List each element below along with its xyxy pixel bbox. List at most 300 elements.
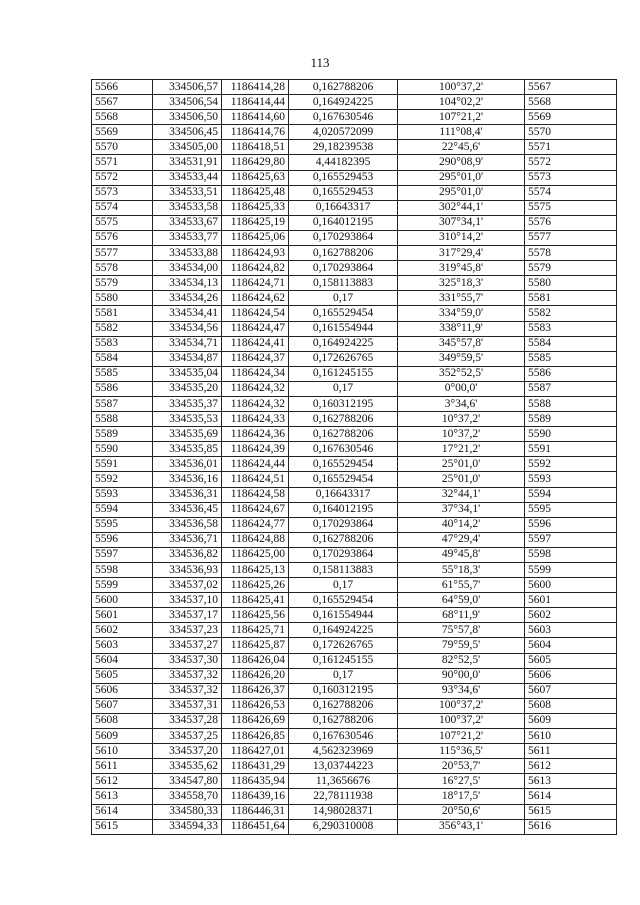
angle-cell: 55°18,3'	[398, 563, 525, 578]
to-point-cell: 5580	[525, 276, 617, 291]
angle-cell: 319°45,8'	[398, 261, 525, 276]
angle-cell: 345°57,8'	[398, 336, 525, 351]
from-point-cell: 5595	[92, 517, 153, 532]
to-point-cell: 5586	[525, 366, 617, 381]
length-cell: 0,17	[289, 578, 398, 593]
y-coordinate-cell: 1186426,20	[222, 668, 289, 683]
angle-cell: 25°01,0'	[398, 472, 525, 487]
x-coordinate-cell: 334537,20	[153, 744, 222, 759]
angle-cell: 107°21,2'	[398, 729, 525, 744]
from-point-cell: 5606	[92, 683, 153, 698]
angle-cell: 3°34,6'	[398, 396, 525, 411]
table-row	[92, 713, 617, 728]
angle-cell: 349°59,5'	[398, 351, 525, 366]
x-coordinate-cell: 334536,16	[153, 472, 222, 487]
angle-cell: 302°44,1'	[398, 200, 525, 215]
x-coordinate-cell: 334506,54	[153, 95, 222, 110]
table-row	[92, 306, 617, 321]
length-cell: 0,164924225	[289, 623, 398, 638]
from-point-cell: 5581	[92, 306, 153, 321]
length-cell: 0,170293864	[289, 517, 398, 532]
angle-cell: 115°36,5'	[398, 744, 525, 759]
x-coordinate-cell: 334537,31	[153, 698, 222, 713]
y-coordinate-cell: 1186414,44	[222, 95, 289, 110]
table-row	[92, 683, 617, 698]
y-coordinate-cell: 1186426,37	[222, 683, 289, 698]
y-coordinate-cell: 1186426,69	[222, 713, 289, 728]
x-coordinate-cell: 334537,25	[153, 729, 222, 744]
to-point-cell: 5589	[525, 412, 617, 427]
from-point-cell: 5579	[92, 276, 153, 291]
to-point-cell: 5601	[525, 593, 617, 608]
length-cell: 0,161245155	[289, 366, 398, 381]
to-point-cell: 5569	[525, 110, 617, 125]
angle-cell: 10°37,2'	[398, 412, 525, 427]
to-point-cell: 5605	[525, 653, 617, 668]
to-point-cell: 5606	[525, 668, 617, 683]
length-cell: 0,162788206	[289, 532, 398, 547]
to-point-cell: 5614	[525, 789, 617, 804]
from-point-cell: 5572	[92, 170, 153, 185]
x-coordinate-cell: 334533,51	[153, 185, 222, 200]
y-coordinate-cell: 1186425,00	[222, 547, 289, 562]
table-row	[92, 336, 617, 351]
from-point-cell: 5580	[92, 291, 153, 306]
length-cell: 22,78111938	[289, 789, 398, 804]
x-coordinate-cell: 334534,56	[153, 321, 222, 336]
to-point-cell: 5574	[525, 185, 617, 200]
length-cell: 0,158113883	[289, 276, 398, 291]
angle-cell: 16°27,5'	[398, 774, 525, 789]
from-point-cell: 5610	[92, 744, 153, 759]
from-point-cell: 5576	[92, 230, 153, 245]
y-coordinate-cell: 1186414,60	[222, 110, 289, 125]
from-point-cell: 5577	[92, 246, 153, 261]
length-cell: 0,17	[289, 668, 398, 683]
length-cell: 0,167630546	[289, 442, 398, 457]
table-row	[92, 744, 617, 759]
from-point-cell: 5596	[92, 532, 153, 547]
to-point-cell: 5581	[525, 291, 617, 306]
from-point-cell: 5574	[92, 200, 153, 215]
angle-cell: 338°11,9'	[398, 321, 525, 336]
length-cell: 0,164924225	[289, 336, 398, 351]
from-point-cell: 5589	[92, 427, 153, 442]
x-coordinate-cell: 334537,27	[153, 638, 222, 653]
angle-cell: 0°00,0'	[398, 381, 525, 396]
angle-cell: 310°14,2'	[398, 230, 525, 245]
y-coordinate-cell: 1186414,28	[222, 80, 289, 95]
angle-cell: 10°37,2'	[398, 427, 525, 442]
angle-cell: 40°14,2'	[398, 517, 525, 532]
to-point-cell: 5616	[525, 819, 617, 834]
length-cell: 0,162788206	[289, 412, 398, 427]
table-row	[92, 276, 617, 291]
table-row	[92, 230, 617, 245]
x-coordinate-cell: 334536,58	[153, 517, 222, 532]
table-row	[92, 472, 617, 487]
page-number: 113	[310, 55, 330, 70]
length-cell: 0,162788206	[289, 427, 398, 442]
from-point-cell: 5583	[92, 336, 153, 351]
table-row	[92, 110, 617, 125]
table-row	[92, 185, 617, 200]
y-coordinate-cell: 1186424,36	[222, 427, 289, 442]
y-coordinate-cell: 1186425,48	[222, 185, 289, 200]
length-cell: 0,170293864	[289, 261, 398, 276]
length-cell: 29,18239538	[289, 140, 398, 155]
angle-cell: 49°45,8'	[398, 547, 525, 562]
table-row	[92, 698, 617, 713]
y-coordinate-cell: 1186439,16	[222, 789, 289, 804]
table-row	[92, 215, 617, 230]
y-coordinate-cell: 1186418,51	[222, 140, 289, 155]
angle-cell: 100°37,2'	[398, 713, 525, 728]
table-row	[92, 170, 617, 185]
to-point-cell: 5572	[525, 155, 617, 170]
y-coordinate-cell: 1186424,67	[222, 502, 289, 517]
to-point-cell: 5575	[525, 200, 617, 215]
length-cell: 4,562323969	[289, 744, 398, 759]
table-row	[92, 80, 617, 95]
x-coordinate-cell: 334533,88	[153, 246, 222, 261]
x-coordinate-cell: 334536,93	[153, 563, 222, 578]
length-cell: 14,98028371	[289, 804, 398, 819]
angle-cell: 17°21,2'	[398, 442, 525, 457]
y-coordinate-cell: 1186425,87	[222, 638, 289, 653]
length-cell: 0,162788206	[289, 698, 398, 713]
from-point-cell: 5593	[92, 487, 153, 502]
from-point-cell: 5614	[92, 804, 153, 819]
length-cell: 0,161554944	[289, 608, 398, 623]
y-coordinate-cell: 1186424,82	[222, 261, 289, 276]
length-cell: 0,167630546	[289, 729, 398, 744]
table-row	[92, 789, 617, 804]
x-coordinate-cell: 334537,32	[153, 668, 222, 683]
coordinates-table-body	[92, 80, 617, 835]
x-coordinate-cell: 334505,00	[153, 140, 222, 155]
length-cell: 0,17	[289, 291, 398, 306]
x-coordinate-cell: 334506,50	[153, 110, 222, 125]
y-coordinate-cell: 1186425,06	[222, 230, 289, 245]
y-coordinate-cell: 1186424,77	[222, 517, 289, 532]
y-coordinate-cell: 1186446,31	[222, 804, 289, 819]
angle-cell: 100°37,2'	[398, 80, 525, 95]
from-point-cell: 5566	[92, 80, 153, 95]
table-row	[92, 396, 617, 411]
to-point-cell: 5608	[525, 698, 617, 713]
angle-cell: 79°59,5'	[398, 638, 525, 653]
to-point-cell: 5596	[525, 517, 617, 532]
to-point-cell: 5613	[525, 774, 617, 789]
x-coordinate-cell: 334535,04	[153, 366, 222, 381]
x-coordinate-cell: 334531,91	[153, 155, 222, 170]
to-point-cell: 5587	[525, 381, 617, 396]
x-coordinate-cell: 334537,10	[153, 593, 222, 608]
y-coordinate-cell: 1186414,76	[222, 125, 289, 140]
angle-cell: 100°37,2'	[398, 698, 525, 713]
angle-cell: 356°43,1'	[398, 819, 525, 834]
to-point-cell: 5609	[525, 713, 617, 728]
y-coordinate-cell: 1186425,33	[222, 200, 289, 215]
table-row	[92, 366, 617, 381]
x-coordinate-cell: 334535,20	[153, 381, 222, 396]
from-point-cell: 5602	[92, 623, 153, 638]
to-point-cell: 5577	[525, 230, 617, 245]
y-coordinate-cell: 1186426,85	[222, 729, 289, 744]
length-cell: 0,170293864	[289, 230, 398, 245]
y-coordinate-cell: 1186425,19	[222, 215, 289, 230]
from-point-cell: 5598	[92, 563, 153, 578]
to-point-cell: 5592	[525, 457, 617, 472]
table-row	[92, 155, 617, 170]
y-coordinate-cell: 1186424,58	[222, 487, 289, 502]
angle-cell: 352°52,5'	[398, 366, 525, 381]
length-cell: 0,165529453	[289, 185, 398, 200]
angle-cell: 20°50,6'	[398, 804, 525, 819]
x-coordinate-cell: 334535,85	[153, 442, 222, 457]
from-point-cell: 5570	[92, 140, 153, 155]
to-point-cell: 5578	[525, 246, 617, 261]
to-point-cell: 5591	[525, 442, 617, 457]
angle-cell: 307°34,1'	[398, 215, 525, 230]
table-row	[92, 246, 617, 261]
angle-cell: 90°00,0'	[398, 668, 525, 683]
angle-cell: 93°34,6'	[398, 683, 525, 698]
to-point-cell: 5568	[525, 95, 617, 110]
from-point-cell: 5608	[92, 713, 153, 728]
to-point-cell: 5593	[525, 472, 617, 487]
length-cell: 0,16643317	[289, 200, 398, 215]
from-point-cell: 5568	[92, 110, 153, 125]
to-point-cell: 5590	[525, 427, 617, 442]
angle-cell: 47°29,4'	[398, 532, 525, 547]
from-point-cell: 5607	[92, 698, 153, 713]
length-cell: 0,162788206	[289, 246, 398, 261]
y-coordinate-cell: 1186424,32	[222, 381, 289, 396]
to-point-cell: 5584	[525, 336, 617, 351]
to-point-cell: 5576	[525, 215, 617, 230]
table-row	[92, 547, 617, 562]
y-coordinate-cell: 1186425,41	[222, 593, 289, 608]
length-cell: 0,165529454	[289, 593, 398, 608]
y-coordinate-cell: 1186424,33	[222, 412, 289, 427]
to-point-cell: 5599	[525, 563, 617, 578]
y-coordinate-cell: 1186424,62	[222, 291, 289, 306]
from-point-cell: 5578	[92, 261, 153, 276]
y-coordinate-cell: 1186424,34	[222, 366, 289, 381]
table-row	[92, 442, 617, 457]
x-coordinate-cell: 334535,53	[153, 412, 222, 427]
length-cell: 0,17	[289, 381, 398, 396]
table-row	[92, 321, 617, 336]
x-coordinate-cell: 334534,41	[153, 306, 222, 321]
table-row	[92, 487, 617, 502]
angle-cell: 334°59,0'	[398, 306, 525, 321]
length-cell: 0,161245155	[289, 653, 398, 668]
to-point-cell: 5604	[525, 638, 617, 653]
from-point-cell: 5575	[92, 215, 153, 230]
table-row	[92, 95, 617, 110]
y-coordinate-cell: 1186424,71	[222, 276, 289, 291]
length-cell: 0,160312195	[289, 396, 398, 411]
x-coordinate-cell: 334536,01	[153, 457, 222, 472]
x-coordinate-cell: 334534,87	[153, 351, 222, 366]
table-row	[92, 125, 617, 140]
x-coordinate-cell: 334506,45	[153, 125, 222, 140]
y-coordinate-cell: 1186425,63	[222, 170, 289, 185]
length-cell: 0,164012195	[289, 502, 398, 517]
length-cell: 0,161554944	[289, 321, 398, 336]
table-row	[92, 532, 617, 547]
length-cell: 0,164924225	[289, 95, 398, 110]
to-point-cell: 5598	[525, 547, 617, 562]
x-coordinate-cell: 334534,71	[153, 336, 222, 351]
angle-cell: 68°11,9'	[398, 608, 525, 623]
to-point-cell: 5579	[525, 261, 617, 276]
x-coordinate-cell: 334537,28	[153, 713, 222, 728]
to-point-cell: 5594	[525, 487, 617, 502]
table-row	[92, 668, 617, 683]
x-coordinate-cell: 334506,57	[153, 80, 222, 95]
from-point-cell: 5571	[92, 155, 153, 170]
length-cell: 6,290310008	[289, 819, 398, 834]
table-row	[92, 517, 617, 532]
angle-cell: 32°44,1'	[398, 487, 525, 502]
length-cell: 13,03744223	[289, 759, 398, 774]
angle-cell: 18°17,5'	[398, 789, 525, 804]
y-coordinate-cell: 1186424,32	[222, 396, 289, 411]
length-cell: 0,172626765	[289, 351, 398, 366]
from-point-cell: 5597	[92, 547, 153, 562]
x-coordinate-cell: 334547,80	[153, 774, 222, 789]
to-point-cell: 5567	[525, 80, 617, 95]
y-coordinate-cell: 1186424,37	[222, 351, 289, 366]
table-row	[92, 759, 617, 774]
angle-cell: 104°02,2'	[398, 95, 525, 110]
length-cell: 4,44182395	[289, 155, 398, 170]
angle-cell: 295°01,0'	[398, 185, 525, 200]
to-point-cell: 5603	[525, 623, 617, 638]
to-point-cell: 5610	[525, 729, 617, 744]
from-point-cell: 5590	[92, 442, 153, 457]
x-coordinate-cell: 334537,30	[153, 653, 222, 668]
y-coordinate-cell: 1186424,88	[222, 532, 289, 547]
y-coordinate-cell: 1186425,13	[222, 563, 289, 578]
coordinates-table	[91, 79, 617, 835]
to-point-cell: 5570	[525, 125, 617, 140]
x-coordinate-cell: 334533,58	[153, 200, 222, 215]
from-point-cell: 5613	[92, 789, 153, 804]
x-coordinate-cell: 334535,37	[153, 396, 222, 411]
y-coordinate-cell: 1186426,04	[222, 653, 289, 668]
table-row	[92, 578, 617, 593]
x-coordinate-cell: 334537,17	[153, 608, 222, 623]
to-point-cell: 5600	[525, 578, 617, 593]
angle-cell: 295°01,0'	[398, 170, 525, 185]
angle-cell: 325°18,3'	[398, 276, 525, 291]
to-point-cell: 5595	[525, 502, 617, 517]
x-coordinate-cell: 334536,31	[153, 487, 222, 502]
from-point-cell: 5582	[92, 321, 153, 336]
from-point-cell: 5591	[92, 457, 153, 472]
from-point-cell: 5603	[92, 638, 153, 653]
to-point-cell: 5611	[525, 744, 617, 759]
from-point-cell: 5586	[92, 381, 153, 396]
to-point-cell: 5585	[525, 351, 617, 366]
y-coordinate-cell: 1186424,47	[222, 321, 289, 336]
from-point-cell: 5601	[92, 608, 153, 623]
length-cell: 0,165529454	[289, 306, 398, 321]
angle-cell: 317°29,4'	[398, 246, 525, 261]
y-coordinate-cell: 1186424,39	[222, 442, 289, 457]
y-coordinate-cell: 1186424,54	[222, 306, 289, 321]
from-point-cell: 5615	[92, 819, 153, 834]
from-point-cell: 5599	[92, 578, 153, 593]
from-point-cell: 5612	[92, 774, 153, 789]
table-row	[92, 291, 617, 306]
from-point-cell: 5611	[92, 759, 153, 774]
x-coordinate-cell: 334537,32	[153, 683, 222, 698]
length-cell: 0,172626765	[289, 638, 398, 653]
to-point-cell: 5607	[525, 683, 617, 698]
angle-cell: 37°34,1'	[398, 502, 525, 517]
x-coordinate-cell: 334534,00	[153, 261, 222, 276]
x-coordinate-cell: 334534,26	[153, 291, 222, 306]
length-cell: 0,158113883	[289, 563, 398, 578]
y-coordinate-cell: 1186424,93	[222, 246, 289, 261]
x-coordinate-cell: 334537,02	[153, 578, 222, 593]
angle-cell: 75°57,8'	[398, 623, 525, 638]
from-point-cell: 5573	[92, 185, 153, 200]
length-cell: 0,167630546	[289, 110, 398, 125]
to-point-cell: 5583	[525, 321, 617, 336]
length-cell: 0,162788206	[289, 80, 398, 95]
table-row	[92, 774, 617, 789]
angle-cell: 290°08,9'	[398, 155, 525, 170]
x-coordinate-cell: 334594,33	[153, 819, 222, 834]
angle-cell: 111°08,4'	[398, 125, 525, 140]
angle-cell: 20°53,7'	[398, 759, 525, 774]
table-row	[92, 140, 617, 155]
table-row	[92, 200, 617, 215]
y-coordinate-cell: 1186424,41	[222, 336, 289, 351]
length-cell: 0,170293864	[289, 547, 398, 562]
to-point-cell: 5582	[525, 306, 617, 321]
y-coordinate-cell: 1186435,94	[222, 774, 289, 789]
x-coordinate-cell: 334580,33	[153, 804, 222, 819]
length-cell: 0,165529453	[289, 170, 398, 185]
table-row	[92, 502, 617, 517]
length-cell: 0,165529454	[289, 472, 398, 487]
x-coordinate-cell: 334536,71	[153, 532, 222, 547]
table-row	[92, 653, 617, 668]
to-point-cell: 5597	[525, 532, 617, 547]
from-point-cell: 5592	[92, 472, 153, 487]
x-coordinate-cell: 334533,77	[153, 230, 222, 245]
to-point-cell: 5588	[525, 396, 617, 411]
y-coordinate-cell: 1186425,71	[222, 623, 289, 638]
x-coordinate-cell: 334535,62	[153, 759, 222, 774]
table-row	[92, 351, 617, 366]
y-coordinate-cell: 1186426,53	[222, 698, 289, 713]
y-coordinate-cell: 1186451,64	[222, 819, 289, 834]
length-cell: 0,16643317	[289, 487, 398, 502]
y-coordinate-cell: 1186424,44	[222, 457, 289, 472]
angle-cell: 331°55,7'	[398, 291, 525, 306]
x-coordinate-cell: 334536,45	[153, 502, 222, 517]
table-row	[92, 593, 617, 608]
